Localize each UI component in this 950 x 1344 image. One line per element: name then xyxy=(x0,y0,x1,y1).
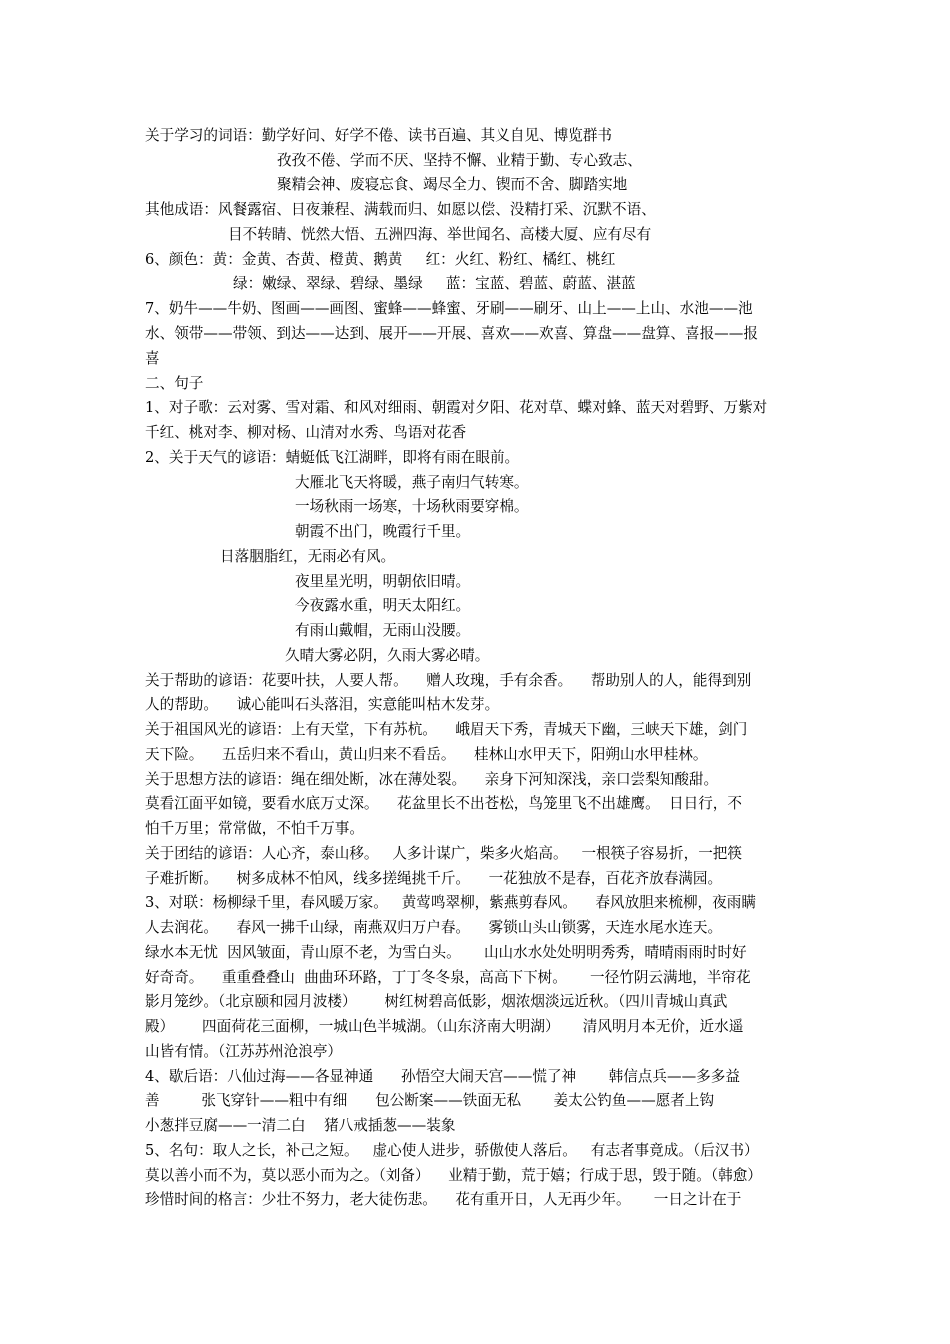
text-line: 2、关于天气的谚语：蜻蜓低飞江湖畔，即将有雨在眼前。 xyxy=(145,449,520,466)
text-line: 子难折断。 树多成林不怕风，线多搓绳挑千斤。 一花独放不是春，百花齐放春满园。 xyxy=(145,870,723,887)
text-line: 7、奶牛——牛奶、图画——画图、蜜蜂——蜂蜜、牙刷——刷牙、山上——上山、水池——池 xyxy=(145,300,753,317)
text-line: 久晴大雾必阴，久雨大雾必晴。 xyxy=(285,647,490,664)
text-line: 好奇奇。 重重叠叠山 曲曲环环路，丁丁冬冬泉，高高下下树。 一径竹阴云满地，半帘花 xyxy=(145,969,751,986)
text-line: 人的帮助。 诚心能叫石头落泪，实意能叫枯木发芽。 xyxy=(145,696,500,713)
text-line: 4、歇后语：八仙过海——各显神通 孙悟空大闹天宫——慌了神 韩信点兵——多多益 xyxy=(145,1068,740,1085)
text-line: 关于帮助的谚语：花要叶扶，人要人帮。 赠人玫瑰，手有余香。 帮助别人的人，能得到别 xyxy=(145,672,752,689)
text-line: 关于学习的词语：勤学好问、好学不倦、读书百遍、其义自见、博览群书 xyxy=(145,127,613,144)
text-line: 关于思想方法的谚语：绳在细处断，冰在薄处裂。 亲身下河知深浅，亲口尝梨知酸甜。 xyxy=(145,771,719,788)
text-line: 殿） 四面荷花三面柳，一城山色半城湖。（山东济南大明湖） 清风明月本无价，近水遥 xyxy=(145,1018,744,1035)
text-line: 一场秋雨一场寒，十场秋雨要穿棉。 xyxy=(295,498,529,515)
text-line: 关于祖国风光的谚语：上有天堂，下有苏杭。 峨眉天下秀，青城天下幽，三峡天下雄，剑门 xyxy=(145,721,748,738)
text-line: 小葱拌豆腐——一清二白 猪八戒插葱——装象 xyxy=(145,1117,456,1134)
text-line: 大雁北飞天将暖，燕子南归气转寒。 xyxy=(295,474,529,491)
text-line: 绿：嫩绿、翠绿、碧绿、墨绿 蓝：宝蓝、碧蓝、蔚蓝、湛蓝 xyxy=(233,275,636,292)
text-line: 聚精会神、废寝忘食、竭尽全力、锲而不舍、脚踏实地 xyxy=(277,176,628,193)
text-line: 绿水本无忧 因风皱面，青山原不老，为雪白头。 山山水水处处明明秀秀，晴晴雨雨时时好 xyxy=(145,944,747,961)
text-line: 山皆有情。（江苏苏州沧浪亭） xyxy=(145,1043,343,1060)
text-line: 善 张飞穿针——粗中有细 包公断案——铁面无私 姜太公钓鱼——愿者上钩 xyxy=(145,1092,715,1109)
text-line: 3、对联：杨柳绿千里，春风暖万家。 黄莺鸣翠柳，紫燕剪春风。 春风放胆来梳柳，夜雨瞒 xyxy=(145,894,756,911)
text-line: 喜 xyxy=(145,350,160,367)
text-line: 夜里星光明，明朝依旧晴。 xyxy=(295,573,471,590)
text-line: 影月笼纱。（北京颐和园月波楼） 树红树碧高低影，烟浓烟淡远近秋。（四川青城山真武 xyxy=(145,993,728,1010)
text-line: 莫看江面平如镜，要看水底万丈深。 花盆里长不出苍松，鸟笼里飞不出雄鹰。 日日行，不 xyxy=(145,795,742,812)
text-line: 朝霞不出门，晚霞行千里。 xyxy=(295,523,471,540)
text-line: 关于团结的谚语：人心齐，泰山移。 人多计谋广，柴多火焰高。 一根筷子容易折，一把筷 xyxy=(145,845,742,862)
text-line: 日落胭脂红，无雨必有风。 xyxy=(220,548,396,565)
text-line: 水、领带——带领、到达——达到、展开——开展、喜欢——欢喜、算盘——盘算、喜报——报 xyxy=(145,325,758,342)
text-line: 目不转睛、恍然大悟、五洲四海、举世闻名、高楼大厦、应有尽有 xyxy=(228,226,652,243)
text-line: 其他成语：风餐露宿、日夜兼程、满载而归、如愿以偿、没精打采、沉默不语、 xyxy=(145,201,656,218)
text-line: 人去润花。 春风一拂千山绿，南燕双归万户春。 雾锁山头山锁雾，天连水尾水连天。 xyxy=(145,919,723,936)
text-line: 珍惜时间的格言：少壮不努力，老大徒伤悲。 花有重开日，人无再少年。 一日之计在于 xyxy=(145,1191,742,1208)
text-line: 天下险。 五岳归来不看山，黄山归来不看岳。 桂林山水甲天下，阳朔山水甲桂林。 xyxy=(145,746,708,763)
text-line: 有雨山戴帽，无雨山没腰。 xyxy=(295,622,471,639)
text-line: 今夜露水重，明天太阳红。 xyxy=(295,597,471,614)
text-line: 莫以善小而不为，莫以恶小而为之。（刘备） 业精于勤，荒于嬉；行成于思，毁于随。（韩愈） xyxy=(145,1167,762,1184)
text-line: 6、颜色：黄：金黄、杏黄、橙黄、鹅黄 红：火红、粉红、橘红、桃红 xyxy=(145,251,616,268)
text-line: 孜孜不倦、学而不厌、坚持不懈、业精于勤、专心致志、 xyxy=(277,152,642,169)
text-line: 千红、桃对李、柳对杨、山清对水秀、鸟语对花香 xyxy=(145,424,467,441)
text-line: 怕千万里；常常做，不怕千万事。 xyxy=(145,820,364,837)
section-heading: 二、句子 xyxy=(145,375,204,392)
text-line: 5、名句：取人之长，补己之短。 虚心使人进步，骄傲使人落后。 有志者事竟成。（后汉书） xyxy=(145,1142,759,1159)
text-line: 1、对子歌：云对雾、雪对霜、和风对细雨、朝霞对夕阳、花对草、蝶对蜂、蓝天对碧野、万紫对 xyxy=(145,399,768,416)
